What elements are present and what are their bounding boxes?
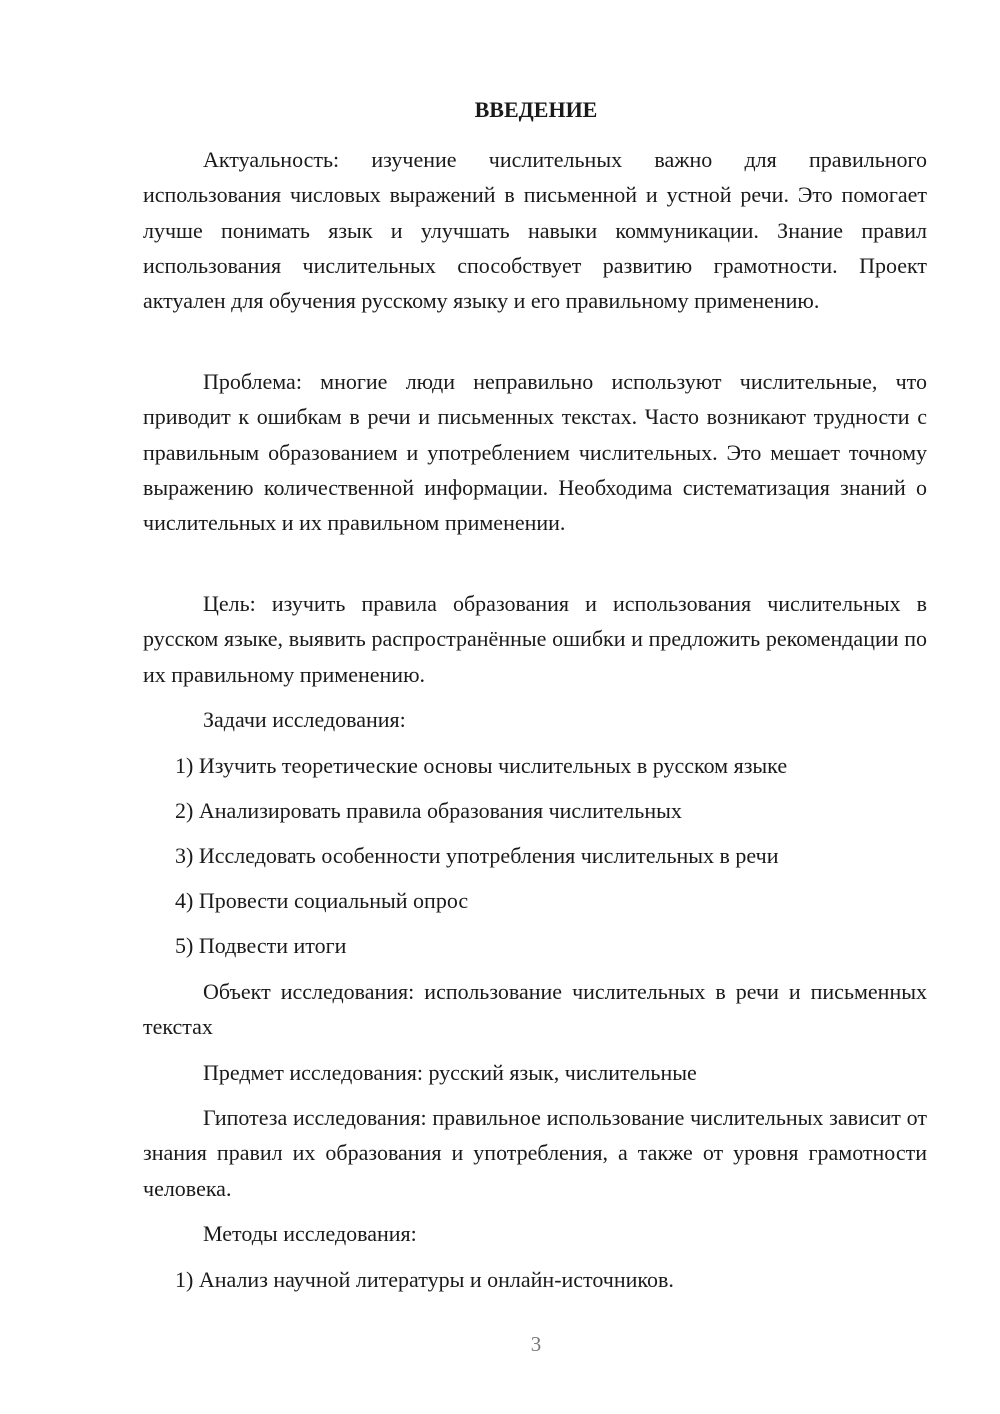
page-number: 3 (530, 1332, 542, 1356)
task-item-1: 1) Изучить теоретические основы числительных в русском языке (175, 753, 788, 778)
problem-paragraph: Проблема: многие люди неправильно используют числительные, что приводит к ошибкам в речи и письменных текстах. Часто возникают трудности с правильным образованием и употреблением числительных. Это мешает точному выражению количественной информации. Необходима систематизация знаний о числительных и их правильном применении. (143, 369, 927, 536)
object-paragraph: Объект исследования: использование числительных в речи и письменных текстах (143, 979, 927, 1040)
task-item-3: 3) Исследовать особенности употребления числительных в речи (175, 843, 779, 868)
subject-paragraph: Предмет исследования: русский язык, числительные (203, 1060, 697, 1085)
task-item-5: 5) Подвести итоги (175, 933, 347, 958)
page-title: ВВЕДЕНИЕ (474, 97, 598, 122)
hypothesis-paragraph: Гипотеза исследования: правильное использование числительных зависит от знания правил их образования и употребления, а также от уровня грамотности человека. (143, 1105, 927, 1201)
methods-heading: Методы исследования: (203, 1221, 417, 1246)
tasks-heading: Задачи исследования: (203, 707, 406, 732)
relevance-paragraph: Актуальность: изучение числительных важно для правильного использования числовых выражений в письменной и устной речи. Это помогает лучше понимать язык и улучшать навыки коммуникации. Знание правил использования числительных способствует развитию грамотности. Проект актуален для обучения русскому языку и его правильному применению. (143, 147, 927, 314)
method-item-1: 1) Анализ научной литературы и онлайн-источников. (175, 1267, 674, 1292)
task-item-4: 4) Провести социальный опрос (175, 888, 469, 913)
task-item-2: 2) Анализировать правила образования числительных (175, 798, 682, 823)
goal-paragraph: Цель: изучить правила образования и использования числительных в русском языке, выявить распространённые ошибки и предложить рекомендации по их правильному применению. (143, 591, 927, 687)
